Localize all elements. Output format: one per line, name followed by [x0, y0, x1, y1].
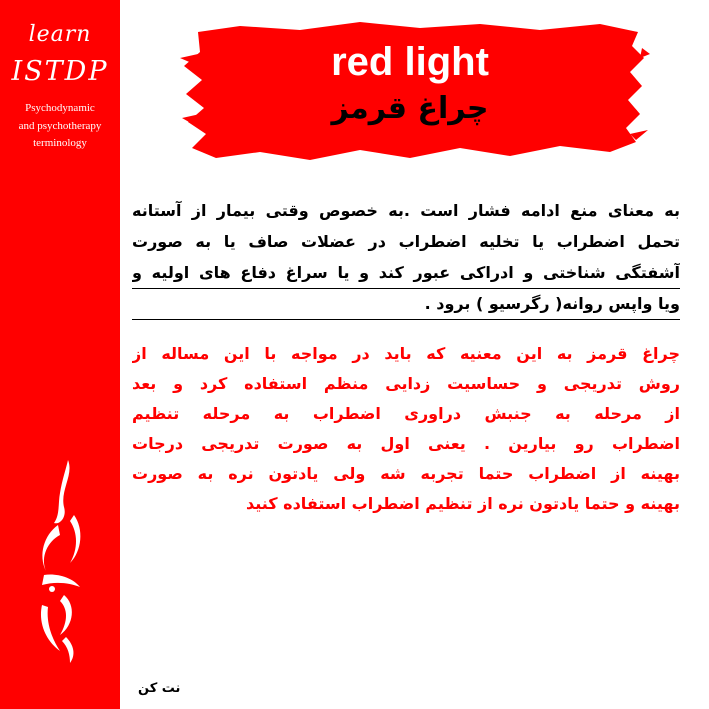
- paragraph-line: از مرحله به جنبش دراوری اضطراب به مرحله تنظیم: [132, 404, 680, 423]
- title-english: red light: [331, 40, 489, 84]
- calligraphy-logo-icon: [30, 455, 90, 665]
- brand-learn: learn: [28, 22, 92, 47]
- sidebar: [0, 0, 120, 709]
- paragraph-line: روش تدریجی و حساسیت زدایی منظم استفاده کرد و بعد: [132, 374, 680, 393]
- brand-subtitle: [0, 100, 120, 153]
- footer-credit: نت کن: [138, 681, 181, 696]
- paragraph-line: چراغ قرمز به این معنیه که باید در مواجه با این مساله از: [132, 344, 680, 363]
- brand-istdp: ISTDP: [11, 56, 109, 87]
- title-persian: چراغ قرمز: [331, 91, 489, 126]
- paragraph-line: ویا واپس روانه( رگرسیو ) برود .: [132, 289, 680, 320]
- paragraph-line: آشفتگی شناختی و ادراکی عبور کند و یا سراغ دفاع های اولیه و: [132, 258, 680, 289]
- subtitle-line: and psychotherapy: [18, 119, 102, 132]
- definition-paragraph: [132, 196, 680, 320]
- paragraph-line: بهینه و حتما یادتون نره از تنظیم اضطراب استفاده کنید: [245, 494, 680, 513]
- paragraph-line: به معنای منع ادامه فشار است .به خصوص وقتی بیمار از آستانه: [132, 201, 680, 220]
- subtitle-line: terminology: [33, 137, 87, 149]
- paragraph-line: اضطراب رو بیارین . یعنی اول به صورت تدریجی درجات: [132, 434, 680, 453]
- paragraph-line: بهینه از اضطراب حتما تجربه شه ولی یادتون نره به صورت: [132, 464, 680, 483]
- paragraph-line: تحمل اضطراب یا تخلیه اضطراب در عضلات صاف یا به صورت: [132, 232, 680, 251]
- explanation-paragraph: [132, 339, 680, 519]
- subtitle-line: Psychodynamic: [25, 102, 95, 114]
